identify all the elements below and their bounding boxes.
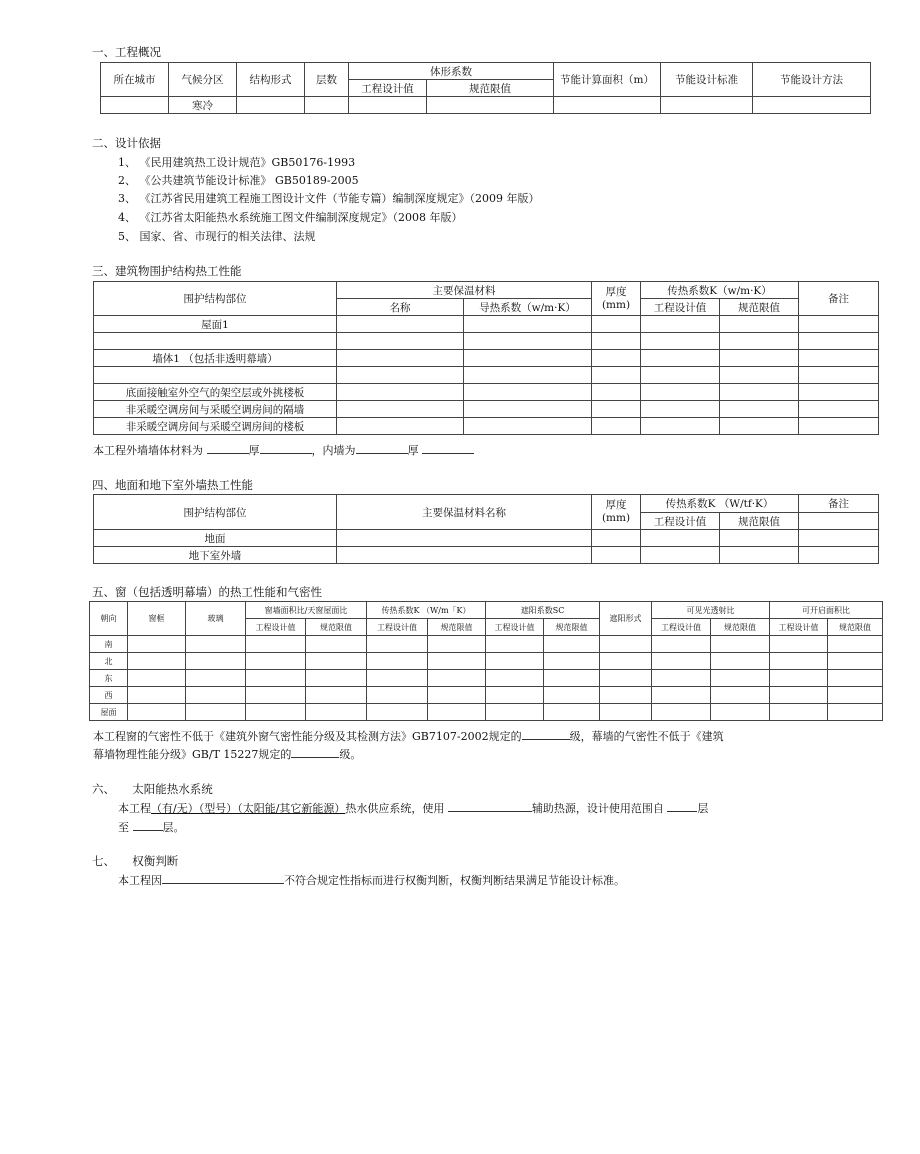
subheader-design-value: 工程设计值 (246, 619, 306, 636)
table-cell (828, 636, 883, 653)
row-label: 屋面1 (94, 316, 337, 333)
subheader-design-value: 工程设计值 (367, 619, 428, 636)
table-cell (428, 704, 486, 721)
floor-from-blank[interactable] (667, 800, 697, 812)
table-cell (720, 547, 799, 564)
table-cell (799, 401, 879, 418)
table-cell (186, 653, 246, 670)
table-cell (464, 350, 592, 367)
header-thickness: 厚度(mm) (592, 282, 641, 316)
table-cell (464, 384, 592, 401)
table-cell (337, 333, 464, 350)
table-cell (306, 670, 367, 687)
header-visible-transmittance: 可见光透射比 (652, 602, 770, 619)
table-row (90, 687, 883, 704)
table-cell (464, 333, 592, 350)
header-material-name: 主要保温材料名称 (337, 495, 592, 530)
table-cell (306, 687, 367, 704)
table-cell (544, 653, 600, 670)
table-cell (464, 401, 592, 418)
header-shading-type: 遮阳形式 (600, 602, 652, 636)
table-cell (592, 350, 641, 367)
table-cell (770, 670, 828, 687)
section6-title: 六、 太阳能热水系统 (92, 782, 213, 796)
basis-item-1: 1、 《民用建筑热工设计规范》GB50176-1993 (118, 156, 356, 169)
table-cell (641, 316, 720, 333)
cell-energy-standard (661, 97, 753, 114)
subheader-limit-value: 规范限值 (828, 619, 883, 636)
table-cell (799, 530, 879, 547)
table-cell (799, 547, 879, 564)
cell-structure (237, 97, 305, 114)
header-climate-zone: 气候分区 (169, 63, 237, 97)
table-row (94, 401, 879, 418)
table-cell (306, 636, 367, 653)
header-energy-method: 节能设计方法 (753, 63, 871, 97)
aux-heat-source-blank[interactable] (448, 800, 532, 812)
table-cell (720, 350, 799, 367)
header-material-name: 名称 (337, 299, 464, 316)
table-cell (186, 704, 246, 721)
table-cell (367, 670, 428, 687)
airtightness-note-line2: 幕墙物理性能分级》GB/T 15227规定的 级。 (93, 748, 362, 761)
table-cell (799, 316, 879, 333)
cell-city (101, 97, 169, 114)
section4-title: 四、地面和地下室外墙热工性能 (92, 478, 253, 492)
section7-title: 七、 权衡判断 (92, 854, 179, 868)
table-cell (592, 530, 641, 547)
header-energy-standard: 节能设计标准 (661, 63, 753, 97)
table-cell (652, 704, 711, 721)
table-cell (337, 547, 592, 564)
table-cell (544, 636, 600, 653)
table-cell (720, 384, 799, 401)
table-cell (720, 530, 799, 547)
table-cell (544, 687, 600, 704)
tradeoff-note: 本工程因 不符合规定性指标而进行权衡判断，权衡判断结果满足节能设计标准。 (118, 874, 625, 887)
table-cell (337, 418, 464, 435)
envelope-thermal-table (93, 281, 879, 435)
row-label: 地面 (94, 530, 337, 547)
basis-item-3: 3、 《江苏省民用建筑工程施工图设计文件（节能专篇）编制深度规定》（2009 年版） (118, 192, 540, 205)
table-cell (592, 401, 641, 418)
header-thickness: 厚度(mm) (592, 495, 641, 530)
table-cell (641, 418, 720, 435)
subheader-limit-value: 规范限值 (428, 619, 486, 636)
table-cell (652, 653, 711, 670)
subheader-design-value: 工程设计值 (486, 619, 544, 636)
table-cell (641, 547, 720, 564)
table-cell (367, 636, 428, 653)
cell-climate-zone: 寒冷 (169, 97, 237, 114)
header-shading-coefficient: 遮阳系数SC (486, 602, 600, 619)
table-cell (246, 687, 306, 704)
table-cell (128, 653, 186, 670)
table-cell (652, 636, 711, 653)
cell-shape-limit (427, 97, 554, 114)
header-envelope-part: 围护结构部位 (94, 282, 337, 316)
table-cell (799, 350, 879, 367)
table-row (90, 653, 883, 670)
table-cell (799, 333, 879, 350)
solar-note-line2: 至 层。 (118, 821, 185, 834)
header-heat-transfer: 传热系数K（w/m·K） (641, 282, 799, 299)
subheader-limit-value: 规范限值 (306, 619, 367, 636)
table-cell (367, 687, 428, 704)
row-label: 底面接触室外空气的架空层或外挑楼板 (94, 384, 337, 401)
row-label: 墙体1 （包括非透明幕墙） (94, 350, 337, 367)
table-cell (641, 367, 720, 384)
table-cell (799, 384, 879, 401)
table-cell (592, 333, 641, 350)
basis-item-5: 5、 国家、省、市现行的相关法律、法规 (118, 230, 316, 243)
airtightness-note-line1: 本工程窗的气密性不低于《建筑外窗气密性能分级及其检测方法》GB7107-2002规定的 级，幕墙的气密性不低于《建筑 (93, 730, 724, 743)
section3-title: 三、建筑物围护结构热工性能 (92, 264, 242, 278)
table-row (94, 530, 879, 547)
table-cell (720, 418, 799, 435)
table-cell (337, 401, 464, 418)
row-label: 地下室外墙 (94, 547, 337, 564)
table-cell (186, 670, 246, 687)
section5-title: 五、窗（包括透明幕墙）的热工性能和气密性 (92, 585, 322, 599)
table-row (94, 333, 879, 350)
table-cell (600, 687, 652, 704)
table-cell (464, 367, 592, 384)
cell-energy-method (753, 97, 871, 114)
table-cell (337, 367, 464, 384)
table-cell (337, 316, 464, 333)
ground-thermal-table (93, 494, 879, 564)
table-cell (641, 350, 720, 367)
table-cell (486, 704, 544, 721)
table-cell (367, 653, 428, 670)
basis-item-4: 4、 《江苏省太阳能热水系统施工图文件编制深度规定》（2008 年版） (118, 211, 463, 224)
table-cell (711, 687, 770, 704)
window-thermal-table (89, 601, 883, 721)
table-row (94, 316, 879, 333)
table-cell (720, 333, 799, 350)
cell-shape-design (349, 97, 427, 114)
header-structure: 结构形式 (237, 63, 305, 97)
header-envelope-part: 围护结构部位 (94, 495, 337, 530)
subheader-limit-value: 规范限值 (544, 619, 600, 636)
table-row (94, 547, 879, 564)
table-cell (828, 653, 883, 670)
table-cell (770, 653, 828, 670)
table-cell (186, 687, 246, 704)
table-cell (641, 384, 720, 401)
row-label: 非采暖空调房间与采暖空调房间的楼板 (94, 418, 337, 435)
table-cell (600, 670, 652, 687)
table-row (90, 670, 883, 687)
wall-thickness-blank[interactable] (260, 442, 312, 454)
header-city: 所在城市 (101, 63, 169, 97)
orientation-label: 南 (90, 636, 128, 653)
table-cell (828, 687, 883, 704)
table-cell (600, 636, 652, 653)
table-cell (720, 316, 799, 333)
table-cell (652, 670, 711, 687)
table-cell (711, 670, 770, 687)
table-cell (246, 670, 306, 687)
table-cell (711, 704, 770, 721)
cell-energy-area (554, 97, 661, 114)
table-cell (306, 704, 367, 721)
table-cell (592, 547, 641, 564)
header-heat-transfer: 传热系数K （W/m「K） (367, 602, 486, 619)
header-limit-value: 规范限值 (720, 513, 799, 530)
header-window-ratio: 窗墙面积比/天窗屋面比 (246, 602, 367, 619)
table-cell (652, 687, 711, 704)
table-row (94, 384, 879, 401)
table-cell (720, 367, 799, 384)
curtain-wall-grade-blank[interactable] (291, 746, 339, 758)
header-heat-transfer: 传热系数K （W/tf·K） (641, 495, 799, 513)
table-cell (186, 636, 246, 653)
subheader-limit-value: 规范限值 (427, 80, 554, 97)
table-cell (337, 350, 464, 367)
cell-floors (305, 97, 349, 114)
table-cell (428, 636, 486, 653)
table-cell (246, 704, 306, 721)
table-row (90, 704, 883, 721)
table-cell (128, 687, 186, 704)
subheader-design-value: 工程设计值 (770, 619, 828, 636)
floor-to-blank[interactable] (133, 819, 163, 831)
table-cell (828, 670, 883, 687)
table-cell (641, 530, 720, 547)
table-cell (770, 687, 828, 704)
table-cell (428, 653, 486, 670)
orientation-label: 东 (90, 670, 128, 687)
subheader-limit-value: 规范限值 (711, 619, 770, 636)
table-cell (486, 670, 544, 687)
table-cell (592, 418, 641, 435)
table-cell (486, 653, 544, 670)
table-cell (337, 530, 592, 547)
tradeoff-reason-blank[interactable] (162, 872, 284, 884)
table-cell (770, 704, 828, 721)
table-cell (828, 704, 883, 721)
header-openable-ratio: 可开启面积比 (770, 602, 883, 619)
orientation-label: 屋面 (90, 704, 128, 721)
window-grade-blank[interactable] (522, 728, 570, 740)
wall-material-blank[interactable] (207, 442, 249, 454)
cell-remarks (799, 513, 879, 530)
row-label: 非采暖空调房间与采暖空调房间的隔墙 (94, 401, 337, 418)
table-cell (711, 636, 770, 653)
header-glass: 玻璃 (186, 602, 246, 636)
header-orientation: 朝向 (90, 602, 128, 636)
solar-note-line1: 本工程（有/无）（型号）（太阳能/其它新能源）热水供应系统，使用 辅助热源，设计使用范围自 层 (118, 802, 709, 815)
table-cell (711, 653, 770, 670)
table-cell (306, 653, 367, 670)
subheader-design-value: 工程设计值 (349, 80, 427, 97)
table-cell (128, 636, 186, 653)
header-design-value: 工程设计值 (641, 299, 720, 316)
table-cell (600, 704, 652, 721)
header-shape-coefficient: 体形系数 (349, 63, 554, 80)
table-cell (246, 636, 306, 653)
header-limit-value: 规范限值 (720, 299, 799, 316)
orientation-label: 北 (90, 653, 128, 670)
table-cell (592, 384, 641, 401)
table-cell (128, 670, 186, 687)
row-label (94, 367, 337, 384)
table-row (90, 636, 883, 653)
basis-item-2: 2、 《公共建筑节能设计标准》 GB50189-2005 (118, 174, 359, 187)
section1-title: 一、工程概况 (92, 45, 161, 59)
header-design-value: 工程设计值 (641, 513, 720, 530)
table-cell (367, 704, 428, 721)
inner-wall-thickness-blank[interactable] (422, 442, 474, 454)
header-floors: 层数 (305, 63, 349, 97)
table-row (94, 350, 879, 367)
section2-title: 二、设计依据 (92, 136, 161, 150)
inner-wall-blank[interactable] (356, 442, 408, 454)
header-energy-area: 节能计算面积（m） (554, 63, 661, 97)
table-cell (592, 367, 641, 384)
table-cell (428, 687, 486, 704)
table-cell (128, 704, 186, 721)
table-cell (486, 687, 544, 704)
row-label (94, 333, 337, 350)
table-cell (428, 670, 486, 687)
table-cell (464, 418, 592, 435)
table-cell (770, 636, 828, 653)
table-cell (246, 653, 306, 670)
header-frame: 窗框 (128, 602, 186, 636)
table-row (94, 418, 879, 435)
header-main-material: 主要保温材料 (337, 282, 592, 299)
table-cell (544, 704, 600, 721)
table-cell (799, 418, 879, 435)
table-cell (720, 401, 799, 418)
wall-material-note: 本工程外墙墙体材料为 厚 ，内墙为 厚 (93, 442, 474, 458)
header-remarks: 备注 (799, 282, 879, 316)
table-cell (641, 401, 720, 418)
table-cell (600, 653, 652, 670)
orientation-label: 西 (90, 687, 128, 704)
header-conductivity: 导热系数（w/m·K） (464, 299, 592, 316)
subheader-design-value: 工程设计值 (652, 619, 711, 636)
table-cell (799, 367, 879, 384)
table-cell (592, 316, 641, 333)
table-row (94, 367, 879, 384)
table-cell (544, 670, 600, 687)
table-cell (337, 384, 464, 401)
table-cell (641, 333, 720, 350)
table-cell (464, 316, 592, 333)
project-overview-table (100, 62, 871, 114)
table-cell (486, 636, 544, 653)
header-remarks: 备注 (799, 495, 879, 513)
